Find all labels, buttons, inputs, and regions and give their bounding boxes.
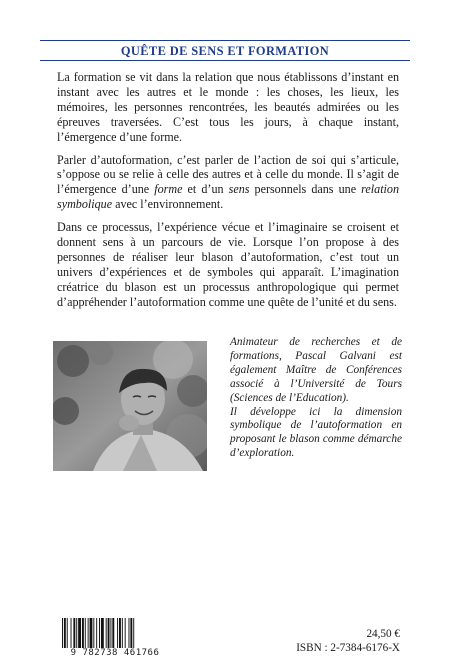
author-bio: Animateur de recherches et de formations, Pascal Galvani est également Maître de Conférences associé à l’Université de Tours (Sciences de l’Education). — [230, 336, 402, 404]
paragraph-2-text-a: Parler d’autoformation, c’est parler de l’action de soi qui s’articule, s’oppose ou se relie à celle des autres et à celle du monde. Il s’agit de l’émergence d’une — [57, 152, 399, 197]
author-photo — [53, 341, 207, 471]
paragraph-2-text-c: et d’un — [182, 182, 229, 197]
paragraph-2-text-e: personnels dans une — [249, 182, 362, 197]
book-summary: Il développe ici la dimension symbolique de l’autoformation en proposant le blason comme démarche d’exploration. — [230, 405, 402, 460]
barcode — [56, 618, 174, 658]
author-caption — [230, 336, 402, 461]
barcode-number: 9 782738 461766 — [56, 648, 174, 658]
back-cover-text — [57, 70, 399, 318]
paragraph-3: Dans ce processus, l’expérience vécue et l’imaginaire se croisent et donnent sens à un parcours de vie. Lorsque l’on propose à des personnes de réaliser leur blason d’autoformation, c’est tout un univers d’expériences et de symboles qui apparaît. L’imagination créatrice du blason est un processus anthropologique qui permet d’appréhender l’autoformation comme une quête de l’unité et du sens. — [57, 220, 399, 309]
paragraph-1: La formation se vit dans la relation que nous établissons d’instant en instant avec les autres et le monde : les choses, les lieux, les mémoires, les personnes rencontrées, les beautés admirées ou les épreuves traversées. C’est tous les jours, à chaque instant, l’émergence d’une forme. — [57, 70, 399, 144]
top-strip — [0, 0, 450, 32]
price: 24,50 € — [366, 628, 400, 640]
title-rule-bottom — [40, 60, 410, 61]
isbn: ISBN : 2-7384-6176-X — [296, 642, 400, 654]
paragraph-2 — [57, 153, 399, 213]
author-photo-image — [53, 341, 207, 471]
paragraph-2-emph-sens: sens — [228, 182, 250, 197]
cover-title: QUÊTE DE SENS ET FORMATION — [120, 44, 330, 58]
paragraph-2-emph-forme: forme — [154, 182, 183, 197]
title-rule-top — [40, 40, 410, 41]
paragraph-2-text-g: avec l’environnement. — [112, 197, 224, 212]
paragraph-2-emph-relation: relation symbolique — [57, 182, 400, 212]
